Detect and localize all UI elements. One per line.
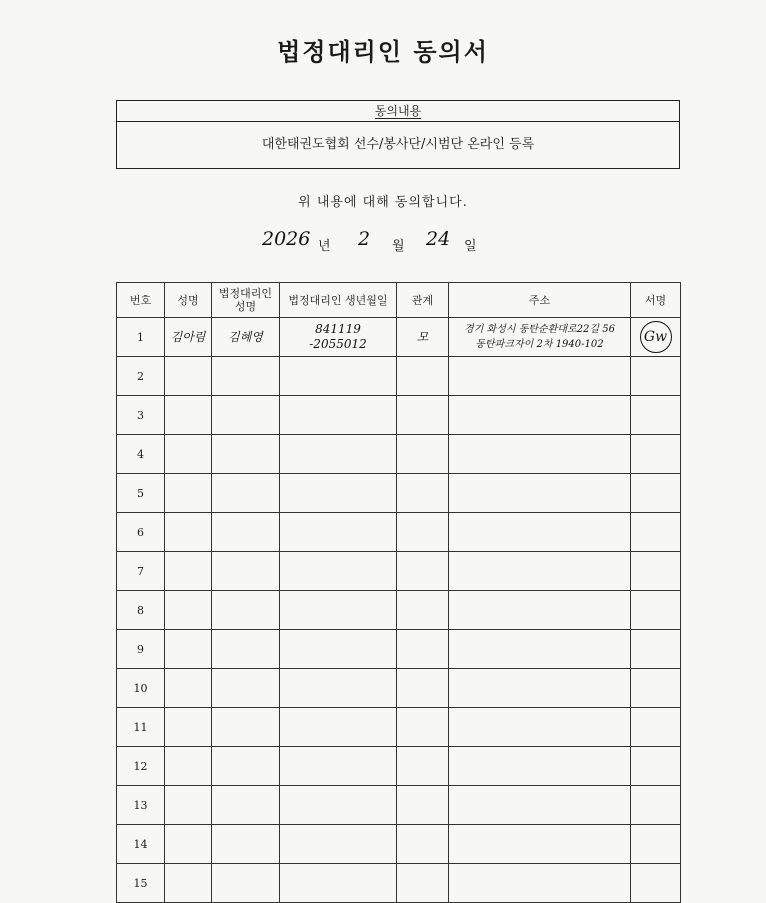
cell-signature	[631, 825, 681, 864]
cell-signature	[631, 864, 681, 903]
cell-relation	[397, 669, 449, 708]
row-number: 13	[117, 786, 165, 825]
cell-relation	[397, 435, 449, 474]
cell-relation	[397, 552, 449, 591]
row-number: 6	[117, 513, 165, 552]
cell-signature	[631, 708, 681, 747]
date-year: 2026	[262, 228, 311, 250]
cell-name	[165, 474, 212, 513]
cell-signature	[631, 630, 681, 669]
cell-address	[449, 786, 631, 825]
cell-guardian-birth	[280, 318, 397, 357]
consent-header	[117, 101, 679, 122]
table-row	[117, 396, 681, 435]
cell-name	[165, 591, 212, 630]
cell-signature	[631, 357, 681, 396]
col-header-number: 번호	[117, 283, 165, 318]
cell-relation	[397, 825, 449, 864]
consent-header-label: 동의내용	[374, 104, 422, 118]
cell-signature	[631, 513, 681, 552]
cell-address	[449, 864, 631, 903]
table-row	[117, 747, 681, 786]
cell-guardian-birth	[280, 474, 397, 513]
row-number: 10	[117, 669, 165, 708]
cell-guardian-birth	[280, 747, 397, 786]
cell-address	[449, 552, 631, 591]
row-number: 7	[117, 552, 165, 591]
cell-guardian-name	[212, 318, 280, 357]
cell-relation	[397, 786, 449, 825]
birth-line-1: 841119	[315, 322, 361, 336]
date-line	[0, 228, 766, 258]
row-number: 5	[117, 474, 165, 513]
cell-guardian-name	[212, 747, 280, 786]
cell-relation	[397, 591, 449, 630]
cell-name	[165, 513, 212, 552]
col-header-guardian-birth: 법정대리인 생년월일	[280, 283, 397, 318]
cell-address	[449, 630, 631, 669]
cell-name	[165, 552, 212, 591]
cell-name	[165, 708, 212, 747]
col-header-guardian-name: 법정대리인 성명	[212, 283, 280, 318]
row-number: 14	[117, 825, 165, 864]
agree-statement: 위 내용에 대해 동의합니다.	[298, 195, 468, 210]
cell-relation	[397, 318, 449, 357]
col-header-address: 주소	[449, 283, 631, 318]
cell-guardian-birth	[280, 708, 397, 747]
cell-address	[449, 513, 631, 552]
table-row	[117, 786, 681, 825]
cell-guardian-name	[212, 396, 280, 435]
cell-name	[165, 357, 212, 396]
cell-guardian-birth	[280, 435, 397, 474]
cell-relation	[397, 474, 449, 513]
table-header-row	[117, 283, 681, 318]
cell-name	[165, 396, 212, 435]
cell-name	[165, 825, 212, 864]
cell-relation	[397, 708, 449, 747]
row-number: 1	[117, 318, 165, 357]
cell-signature	[631, 474, 681, 513]
cell-relation	[397, 747, 449, 786]
table-row	[117, 357, 681, 396]
cell-guardian-birth	[280, 591, 397, 630]
handwritten-relation: 모	[416, 329, 429, 344]
table-row	[117, 864, 681, 903]
row-number: 11	[117, 708, 165, 747]
cell-guardian-birth	[280, 513, 397, 552]
cell-guardian-name	[212, 357, 280, 396]
date-day-label: 일	[464, 239, 477, 254]
date-day: 24	[426, 228, 451, 250]
cell-signature	[631, 786, 681, 825]
table-row	[117, 513, 681, 552]
cell-guardian-name	[212, 552, 280, 591]
cell-guardian-birth	[280, 552, 397, 591]
cell-guardian-name	[212, 591, 280, 630]
cell-address	[449, 357, 631, 396]
cell-address	[449, 318, 631, 357]
cell-guardian-name	[212, 669, 280, 708]
consent-box	[116, 100, 680, 169]
cell-signature	[631, 669, 681, 708]
col-header-signature: 서명	[631, 283, 681, 318]
handwritten-name: 김아림	[170, 329, 206, 344]
table-row	[117, 552, 681, 591]
address-line-2: 동탄파크자이 2차 1940-102	[475, 339, 604, 350]
cell-guardian-birth	[280, 786, 397, 825]
cell-guardian-birth	[280, 357, 397, 396]
table-row	[117, 474, 681, 513]
row-number: 4	[117, 435, 165, 474]
page-title: 법정대리인 동의서	[277, 38, 489, 66]
cell-name	[165, 630, 212, 669]
cell-address	[449, 591, 631, 630]
cell-guardian-birth	[280, 864, 397, 903]
cell-name	[165, 747, 212, 786]
cell-signature	[631, 396, 681, 435]
signature-mark: Gw	[640, 321, 672, 353]
consent-content: 대한태권도협회 선수/봉사단/시범단 온라인 등록	[261, 137, 535, 152]
row-number: 9	[117, 630, 165, 669]
consent-roster-table	[116, 282, 681, 903]
date-month: 2	[358, 228, 371, 250]
cell-signature	[631, 318, 681, 357]
row-number: 15	[117, 864, 165, 903]
table-row	[117, 318, 681, 357]
cell-relation	[397, 864, 449, 903]
cell-name	[165, 435, 212, 474]
cell-signature	[631, 552, 681, 591]
cell-relation	[397, 630, 449, 669]
cell-guardian-birth	[280, 630, 397, 669]
table-row	[117, 630, 681, 669]
cell-address	[449, 708, 631, 747]
cell-guardian-name	[212, 825, 280, 864]
cell-guardian-birth	[280, 396, 397, 435]
address-line-1: 경기 화성시 동탄순환대로22길 56	[464, 324, 615, 335]
cell-name	[165, 318, 212, 357]
cell-name	[165, 669, 212, 708]
table-row	[117, 825, 681, 864]
col-header-relation: 관계	[397, 283, 449, 318]
cell-relation	[397, 513, 449, 552]
date-year-label: 년	[318, 239, 331, 254]
cell-guardian-name	[212, 786, 280, 825]
cell-name	[165, 786, 212, 825]
cell-relation	[397, 396, 449, 435]
cell-address	[449, 435, 631, 474]
cell-guardian-name	[212, 708, 280, 747]
cell-signature	[631, 747, 681, 786]
date-month-label: 월	[392, 239, 405, 254]
row-number: 8	[117, 591, 165, 630]
row-number: 3	[117, 396, 165, 435]
row-number: 12	[117, 747, 165, 786]
cell-guardian-birth	[280, 825, 397, 864]
cell-guardian-name	[212, 474, 280, 513]
table-row	[117, 669, 681, 708]
col-header-name: 성명	[165, 283, 212, 318]
cell-address	[449, 747, 631, 786]
cell-relation	[397, 357, 449, 396]
cell-guardian-birth	[280, 669, 397, 708]
cell-address	[449, 669, 631, 708]
table-row	[117, 708, 681, 747]
cell-address	[449, 396, 631, 435]
cell-signature	[631, 435, 681, 474]
cell-name	[165, 864, 212, 903]
cell-address	[449, 474, 631, 513]
cell-address	[449, 825, 631, 864]
cell-signature	[631, 591, 681, 630]
handwritten-guardian: 김혜영	[228, 329, 263, 344]
cell-guardian-name	[212, 630, 280, 669]
cell-guardian-name	[212, 864, 280, 903]
table-row	[117, 591, 681, 630]
birth-line-2: -2055012	[309, 337, 367, 351]
cell-guardian-name	[212, 513, 280, 552]
table-row	[117, 435, 681, 474]
cell-guardian-name	[212, 435, 280, 474]
row-number: 2	[117, 357, 165, 396]
